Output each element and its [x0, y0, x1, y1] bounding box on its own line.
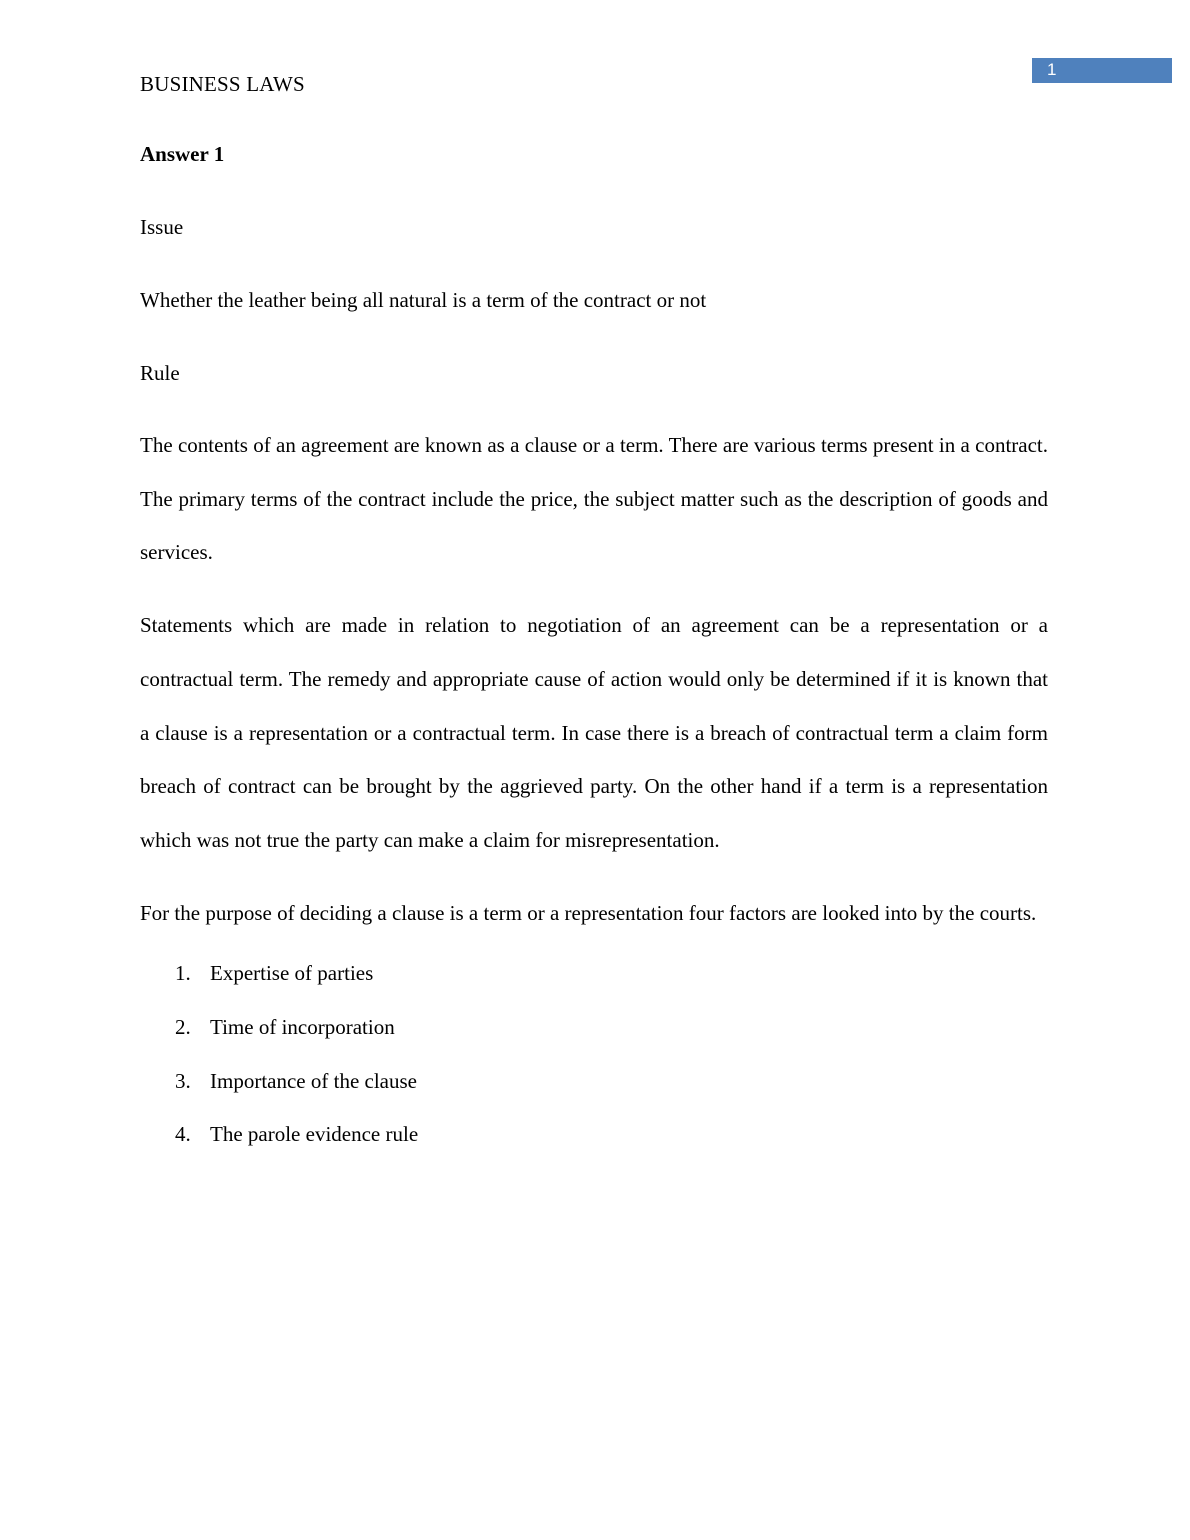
list-item-number: 4.: [175, 1122, 191, 1147]
list-item-number: 3.: [175, 1068, 191, 1093]
rule-label: Rule: [140, 361, 180, 385]
answer-heading: Answer 1: [140, 142, 225, 166]
document-body: [140, 140, 1048, 1174]
list-item: [140, 1013, 1048, 1067]
rule-paragraph-3: For the purpose of deciding a clause is a term or a representation four factors are looked into by the courts.: [140, 900, 1037, 925]
list-item-text: The parole evidence rule: [210, 1122, 419, 1147]
page-number-box: [1032, 58, 1172, 83]
list-item: [140, 1067, 1048, 1121]
list-item: [140, 1120, 1048, 1174]
rule-paragraph-2: Statements which are made in relation to negotiation of an agreement can be a representation or a contractual term. The remedy and appropriate cause of action would only be determined if it is known that a clause is a representation or a contractual term. In case there is a breach of contractual term a claim form breach of contract can be brought by the aggrieved party. On the other hand if a term is a representation which was not true the party can make a claim for misrepresentation.: [140, 613, 1048, 852]
list-item-text: Expertise of parties: [210, 961, 374, 986]
issue-label: Issue: [140, 215, 184, 239]
list-item: [140, 959, 1048, 1013]
rule-paragraph-1: The contents of an agreement are known as a clause or a term. There are various terms present in a contract. The primary terms of the contract include the price, the subject matter such as the description of goods and services.: [140, 433, 1048, 565]
issue-text: Whether the leather being all natural is a term of the contract or not: [140, 288, 707, 312]
page-number: 1: [1047, 60, 1057, 79]
list-item-text: Time of incorporation: [210, 1015, 395, 1040]
list-item-number: 2.: [175, 1015, 191, 1040]
list-item-number: 1.: [175, 961, 191, 986]
list-item-text: Importance of the clause: [210, 1068, 417, 1093]
factor-list: [140, 959, 1048, 1174]
running-header: BUSINESS LAWS: [140, 72, 305, 96]
